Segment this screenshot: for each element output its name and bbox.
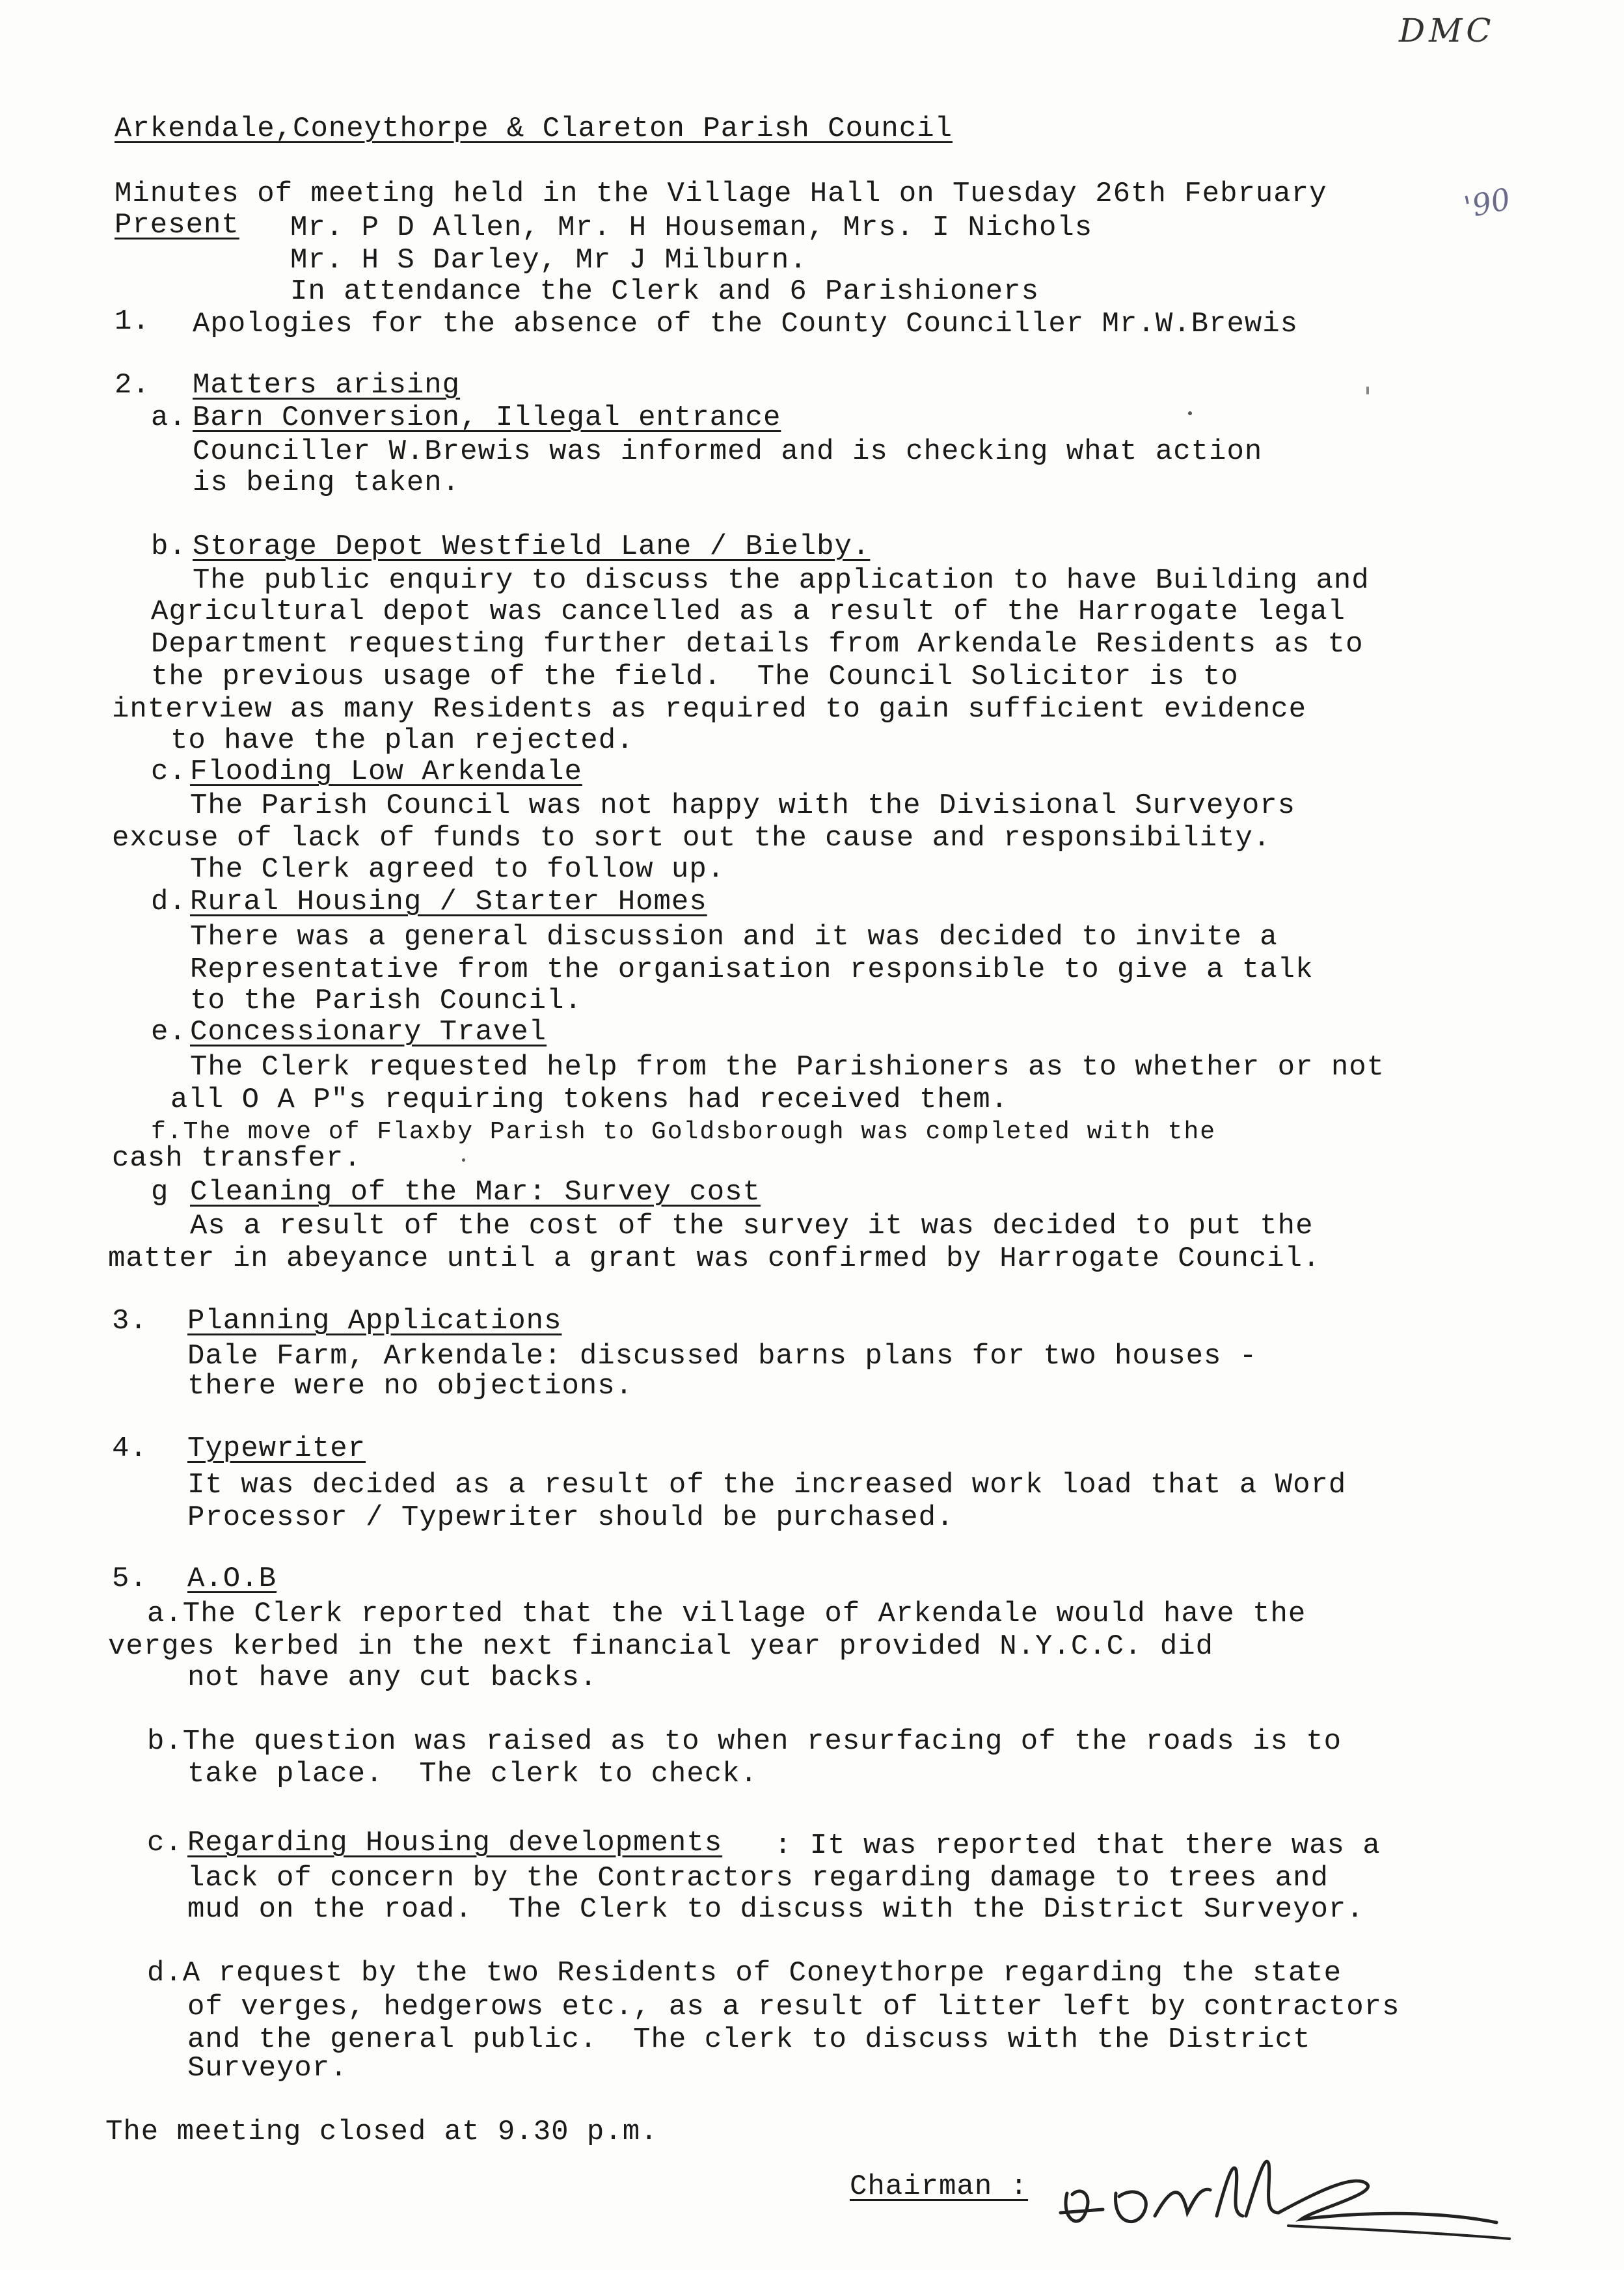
item-5d-line-3: and the general public. The clerk to discuss with the District xyxy=(187,2023,1311,2056)
item-2c-line-1: The Parish Council was not happy with the Divisional Surveyors xyxy=(190,789,1296,822)
item-2g-line-1: As a result of the cost of the survey it was decided to put the xyxy=(190,1210,1314,1242)
item-2a-line-2: is being taken. xyxy=(193,467,461,499)
item-5c-rest: : It was reported that there was a xyxy=(774,1829,1381,1862)
item-2b-line-5: interview as many Residents as required to gain sufficient evidence xyxy=(112,693,1307,726)
item-5c-line-3: mud on the road. The Clerk to discuss with the District Surveyor. xyxy=(187,1893,1364,1926)
item-2g-heading: Cleaning of the Mar: Survey cost xyxy=(190,1176,761,1209)
scan-speck xyxy=(1366,387,1369,394)
present-line-1: Mr. P D Allen, Mr. H Houseman, Mrs. I Nichols xyxy=(290,212,1093,244)
item-5d-line-4: Surveyor. xyxy=(187,2052,348,2085)
item-4-line-2: Processor / Typewriter should be purchased. xyxy=(187,1501,954,1534)
item-4-heading: Typewriter xyxy=(187,1432,366,1465)
present-line-2: Mr. H S Darley, Mr J Milburn. xyxy=(290,244,807,277)
scan-speck xyxy=(1188,411,1192,415)
item-2g-prefix: g xyxy=(151,1176,169,1209)
item-5-number: 5. xyxy=(112,1563,148,1595)
item-2e-heading: Concessionary Travel xyxy=(190,1016,547,1048)
item-2f-line-1: f.The move of Flaxby Parish to Goldsborough was completed with the xyxy=(151,1118,1217,1146)
chairman-label: Chairman : xyxy=(850,2170,1029,2203)
item-2b-line-4: the previous usage of the field. The Council Solicitor is to xyxy=(151,661,1239,693)
item-5d-line-2: of verges, hedgerows etc., as a result of litter left by contractors xyxy=(187,1991,1400,2023)
chairman-signature xyxy=(1041,2148,1536,2245)
item-2-heading: Matters arising xyxy=(193,369,461,402)
item-2d-heading: Rural Housing / Starter Homes xyxy=(190,886,707,918)
item-5c-heading: Regarding Housing developments xyxy=(187,1827,723,1859)
item-2a-prefix: a. xyxy=(151,402,187,434)
item-5d-line-1: d.A request by the two Residents of Coneythorpe regarding the state xyxy=(147,1957,1342,1990)
item-2-number: 2. xyxy=(115,369,150,402)
item-2b-line-6: to have the plan rejected. xyxy=(170,724,634,757)
item-1-text: Apologies for the absence of the County Counciller Mr.W.Brewis xyxy=(193,308,1299,340)
item-1-number: 1. xyxy=(115,305,150,338)
item-5a-line-2: verges kerbed in the next financial year provided N.Y.C.C. did xyxy=(108,1630,1214,1663)
item-2b-heading: Storage Depot Westfield Lane / Bielby. xyxy=(193,530,871,563)
item-2f-line-2: cash transfer. xyxy=(112,1142,362,1175)
item-2a-line-1: Counciller W.Brewis was informed and is checking what action xyxy=(193,435,1263,468)
scan-speck xyxy=(462,1158,465,1162)
item-2c-heading: Flooding Low Arkendale xyxy=(190,756,582,788)
item-3-heading: Planning Applications xyxy=(187,1305,562,1337)
item-4-line-1: It was decided as a result of the increased work load that a Word xyxy=(187,1469,1347,1501)
item-2c-line-2: excuse of lack of funds to sort out the cause and responsibility. xyxy=(112,822,1271,855)
item-2d-prefix: d. xyxy=(151,886,187,918)
item-5c-prefix: c. xyxy=(147,1827,183,1859)
item-3-number: 3. xyxy=(112,1305,148,1337)
item-2e-line-1: The Clerk requested help from the Parishioners as to whether or not xyxy=(190,1051,1385,1084)
item-2b-line-2: Agricultural depot was cancelled as a result of the Harrogate legal xyxy=(151,595,1346,628)
item-2g-line-2: matter in abeyance until a grant was confirmed by Harrogate Council. xyxy=(108,1242,1321,1275)
attendance-line: In attendance the Clerk and 6 Parishioners xyxy=(290,275,1039,308)
item-5c-line-2: lack of concern by the Contractors regarding damage to trees and xyxy=(187,1862,1329,1894)
item-2d-line-1: There was a general discussion and it was decided to invite a xyxy=(190,921,1278,953)
item-2c-line-3: The Clerk agreed to follow up. xyxy=(190,853,725,886)
item-3-line-1: Dale Farm, Arkendale: discussed barns plans for two houses - xyxy=(187,1340,1258,1373)
item-5a-line-3: not have any cut backs. xyxy=(187,1661,598,1694)
item-5a-line-1: a.The Clerk reported that the village of Arkendale would have the xyxy=(147,1598,1306,1630)
item-2a-heading: Barn Conversion, Illegal entrance xyxy=(193,402,781,434)
present-label: Present xyxy=(115,209,239,241)
item-2c-prefix: c. xyxy=(151,756,187,788)
corner-initials: DMC xyxy=(1399,12,1495,49)
item-2e-line-2: all O A P"s requiring tokens had received them. xyxy=(170,1084,1009,1116)
item-3-line-2: there were no objections. xyxy=(187,1370,634,1402)
item-5-heading: A.O.B xyxy=(187,1563,277,1595)
item-2b-line-3: Department requesting further details from Arkendale Residents as to xyxy=(151,628,1364,661)
meeting-line: Minutes of meeting held in the Village Hall on Tuesday 26th February xyxy=(115,178,1327,210)
item-2e-prefix: e. xyxy=(151,1016,187,1048)
item-2b-prefix: b. xyxy=(151,530,187,563)
closing-line: The meeting closed at 9.30 p.m. xyxy=(105,2116,658,2148)
margin-note: '90 xyxy=(1461,181,1514,225)
item-2d-line-2: Representative from the organisation responsible to give a talk xyxy=(190,953,1314,986)
item-5b-line-2: take place. The clerk to check. xyxy=(187,1758,758,1790)
item-4-number: 4. xyxy=(112,1432,148,1465)
item-2d-line-3: to the Parish Council. xyxy=(190,985,582,1017)
item-5b-line-1: b.The question was raised as to when resurfacing of the roads is to xyxy=(147,1725,1342,1758)
item-2b-line-1: The public enquiry to discuss the application to have Building and xyxy=(193,564,1370,597)
document-title: Arkendale,Coneythorpe & Clareton Parish Council xyxy=(115,113,953,145)
